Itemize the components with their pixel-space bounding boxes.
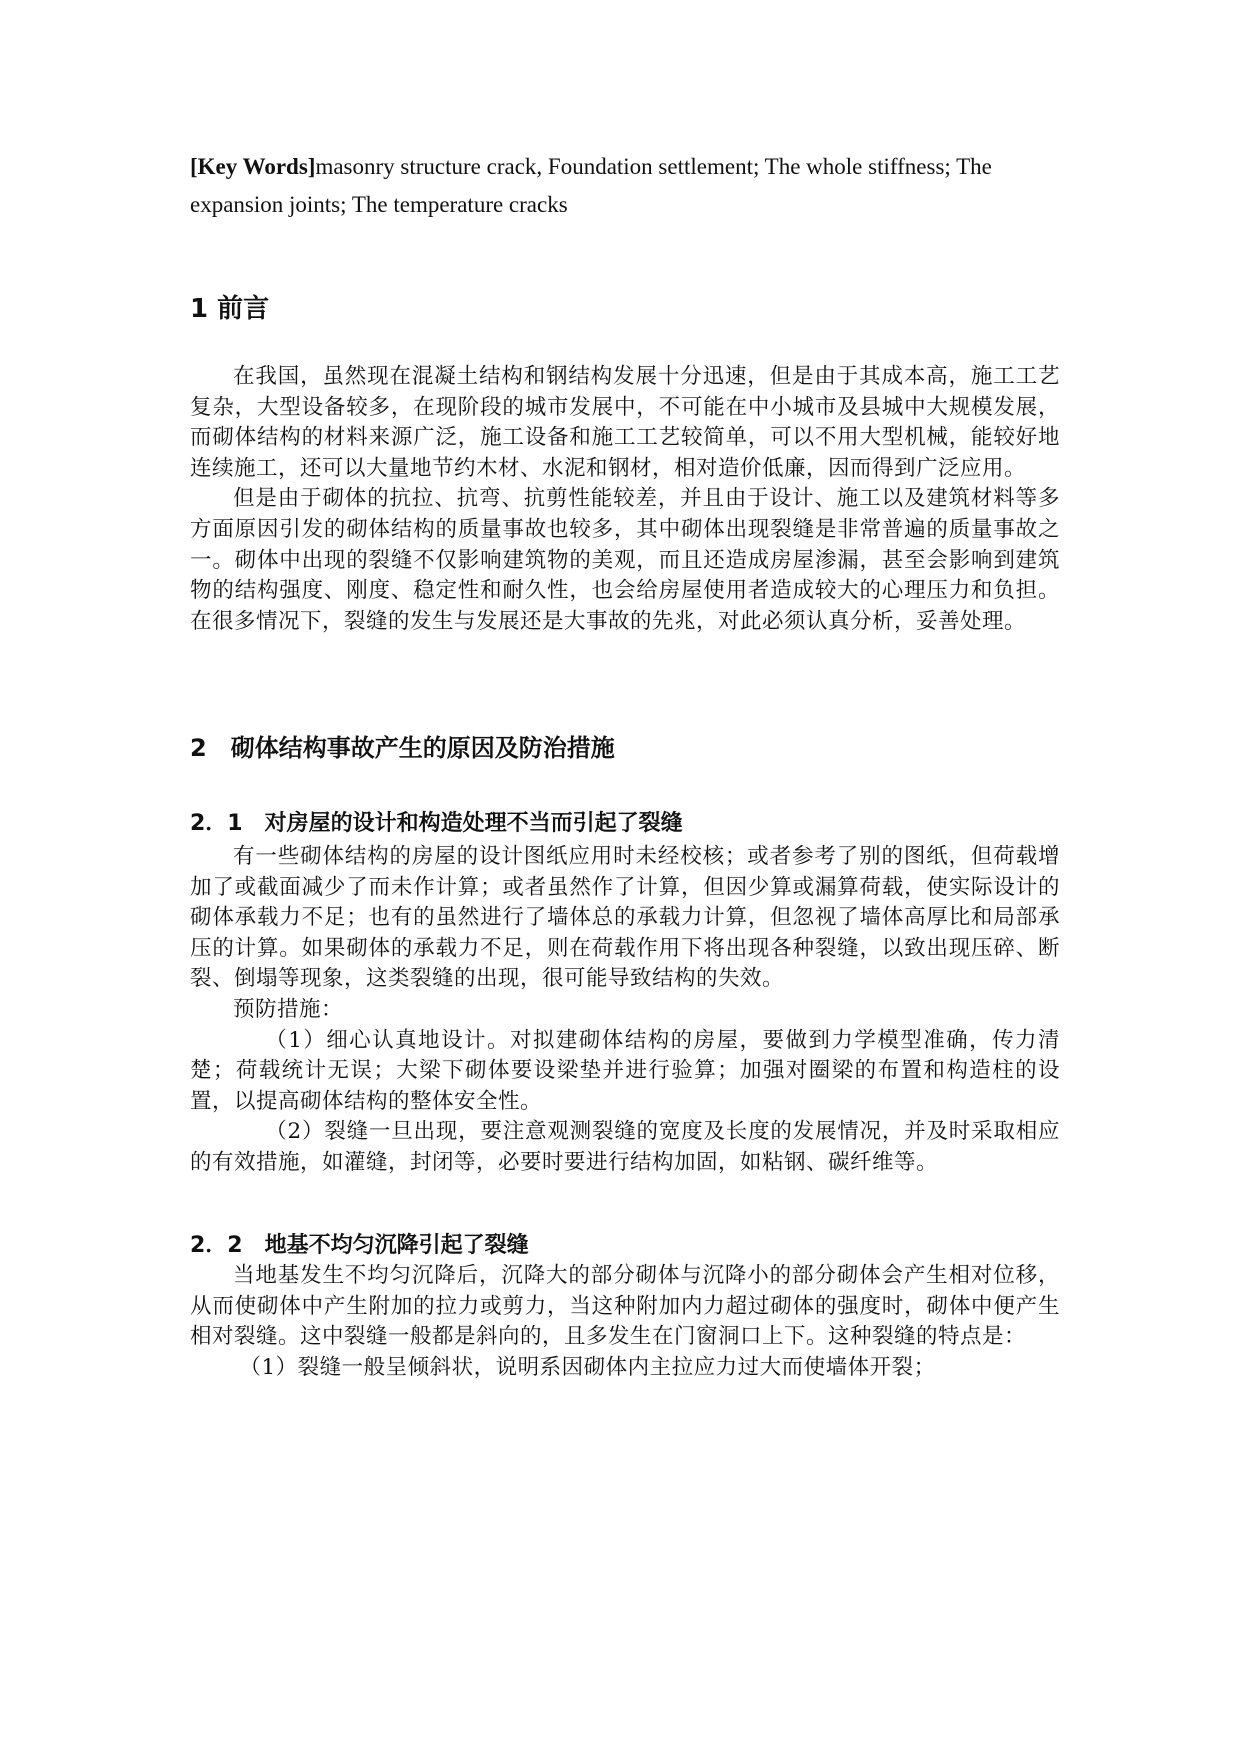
keywords-block	[190, 148, 1060, 224]
section-2-2-item-1: （1）裂缝一般呈倾斜状，说明系因砌体内主拉应力过大而使墙体开裂；	[239, 1354, 936, 1380]
section-2-2-heading: 2．2 地基不均匀沉降引起了裂缝	[190, 1233, 529, 1258]
section-2-1-paragraph: 有一些砌体结构的房屋的设计图纸应用时未经校核；或者参考了别的图纸，但荷载增加了或截面减少了而未作计算；或者虽然作了计算，但因少算或漏算荷载，使实际设计的砌体承载力不足；也有的虽然进行了墙体总的承载力计算，但忽视了墙体高厚比和局部承压的计算。如果砌体的承载力不足，则在荷载作用下将出现各种裂缝，以致出现压碎、断裂、倒塌等现象，这类裂缝的出现，很可能导致结构的失效。	[190, 844, 1060, 992]
prevention-label: 预防措施：	[233, 996, 344, 1022]
section-1-heading: 1 前言	[190, 294, 270, 324]
keywords-text: masonry structure crack, Foundation settlement; The whole stiffness; The expansion joints; The temperature cracks	[190, 154, 992, 217]
prevention-item-1: （1）细心认真地设计。对拟建砌体结构的房屋，要做到力学模型准确，传力清楚；荷载统计无误；大梁下砌体要设梁垫并进行验算；加强对圈梁的布置和构造柱的设置，以提高砌体结构的整体安全性。	[190, 1027, 1060, 1114]
section-1-paragraph-1: 在我国，虽然现在混凝土结构和钢结构发展十分迅速，但是由于其成本高，施工工艺复杂，大型设备较多，在现阶段的城市发展中，不可能在中小城市及县城中大规模发展，而砌体结构的材料来源广泛，施工设备和施工工艺较简单，可以不用大型机械，能较好地连续施工，还可以大量地节约木材、水泥和钢材，相对造价低廉，因而得到广泛应用。	[190, 364, 1060, 481]
section-2-2-body	[190, 1261, 1060, 1383]
section-1-body	[190, 362, 1060, 637]
section-2-heading: 2 砌体结构事故产生的原因及防治措施	[190, 734, 615, 762]
section-1-paragraph-2: 但是由于砌体的抗拉、抗弯、抗剪性能较差，并且由于设计、施工以及建筑材料等多方面原因引发的砌体结构的质量事故也较多，其中砌体出现裂缝是非常普遍的质量事故之一。砌体中出现的裂缝不仅影响建筑物的美观，而且还造成房屋渗漏，甚至会影响到建筑物的结构强度、刚度、稳定性和耐久性，也会给房屋使用者造成较大的心理压力和负担。在很多情况下，裂缝的发生与发展还是大事故的先兆，对此必须认真分析，妥善处理。	[190, 486, 1060, 634]
section-2-1-body	[190, 842, 1060, 1179]
keywords-label: [Key Words]	[190, 154, 316, 179]
section-2-2-paragraph: 当地基发生不均匀沉降后，沉降大的部分砌体与沉降小的部分砌体会产生相对位移，从而使砌体中产生附加的拉力或剪力，当这种附加内力超过砌体的强度时，砌体中便产生相对裂缝。这中裂缝一般都是斜向的，且多发生在门窗洞口上下。这种裂缝的特点是：	[190, 1263, 1060, 1350]
prevention-item-2: （2）裂缝一旦出现，要注意观测裂缝的宽度及长度的发展情况，并及时采取相应的有效措施，如灌缝，封闭等，必要时要进行结构加固，如粘钢、碳纤维等。	[190, 1119, 1060, 1175]
section-2-1-heading: 2．1 对房屋的设计和构造处理不当而引起了裂缝	[190, 811, 683, 836]
keywords-paragraph	[190, 148, 1060, 224]
